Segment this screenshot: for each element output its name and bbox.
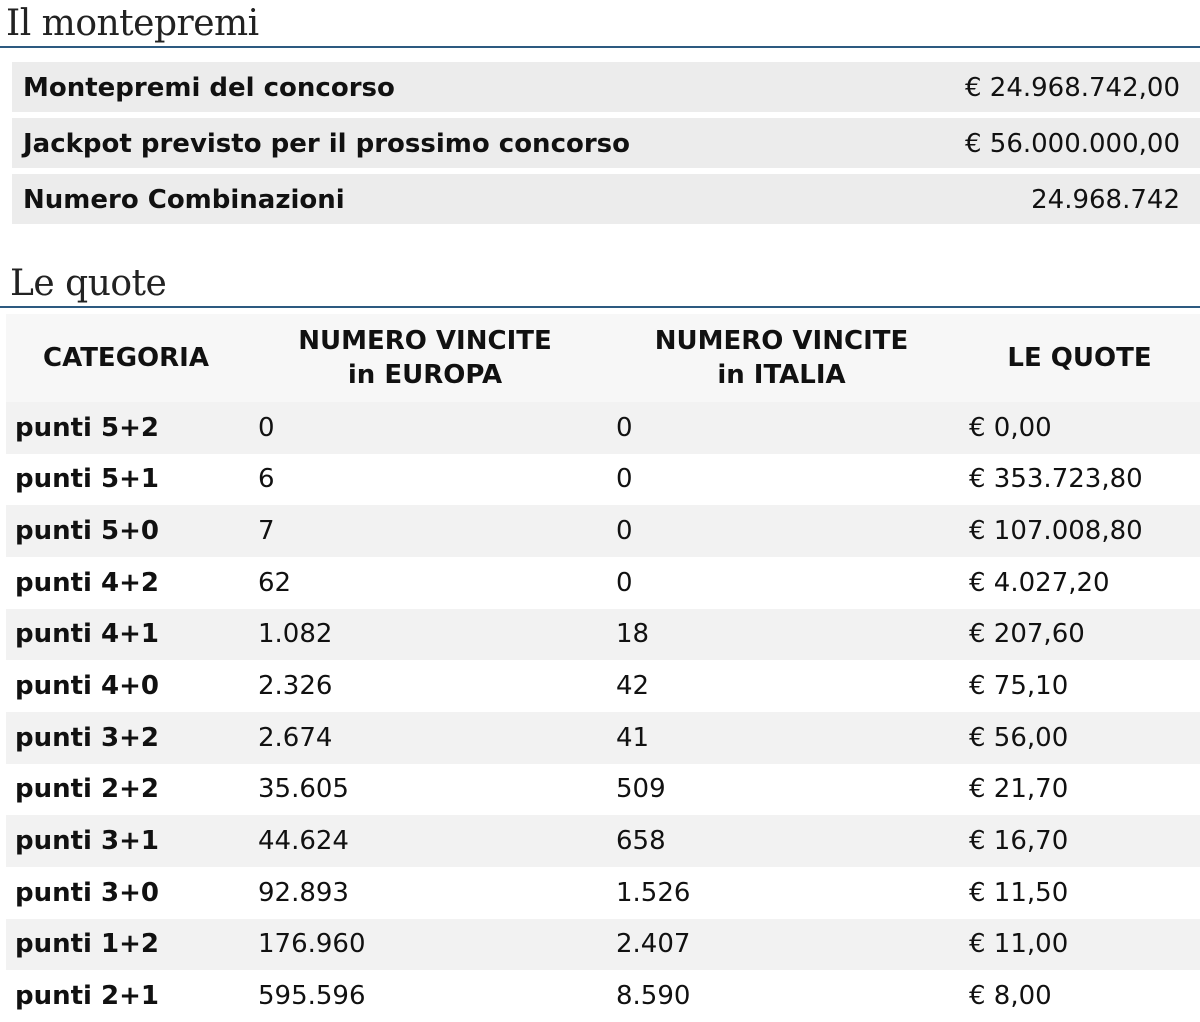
table-row	[6, 454, 1200, 506]
summary-label: Numero Combinazioni	[23, 185, 345, 215]
cell-quota: € 56,00	[969, 722, 1069, 753]
header-italia	[604, 314, 959, 402]
cell-categoria: punti 2+1	[15, 981, 159, 1012]
summary-label: Jackpot previsto per il prossimo concorso	[23, 129, 631, 159]
summary-row-jackpot	[12, 118, 1200, 168]
cell-vincite-europa: 35.605	[258, 774, 349, 805]
summary-row-combinazioni	[12, 174, 1200, 224]
cell-vincite-europa: 6	[258, 464, 275, 495]
cell-categoria: punti 5+1	[15, 464, 159, 495]
cell-vincite-europa: 2.674	[258, 722, 333, 753]
cell-vincite-italia: 509	[616, 774, 666, 805]
cell-vincite-europa: 176.960	[258, 929, 366, 960]
cell-categoria: punti 5+0	[15, 516, 159, 547]
cell-categoria: punti 3+0	[15, 877, 159, 908]
header-quote	[959, 314, 1200, 402]
cell-quota: € 207,60	[969, 619, 1085, 650]
quote-table	[6, 314, 1200, 1022]
summary-value: € 24.968.742,00	[964, 73, 1180, 103]
cell-quota: € 0,00	[969, 412, 1052, 443]
quote-section-title	[0, 262, 1200, 308]
cell-vincite-europa: 0	[258, 412, 275, 443]
cell-vincite-italia: 42	[616, 671, 650, 702]
table-row	[6, 815, 1200, 867]
cell-vincite-europa: 44.624	[258, 826, 349, 857]
cell-vincite-italia: 0	[616, 412, 633, 443]
cell-vincite-italia: 41	[616, 722, 650, 753]
cell-categoria: punti 4+0	[15, 671, 159, 702]
cell-vincite-europa: 595.596	[258, 981, 366, 1012]
summary-value: € 56.000.000,00	[964, 129, 1180, 159]
header-quote-text: LE QUOTE	[1007, 343, 1152, 373]
cell-vincite-europa: 7	[258, 516, 275, 547]
summary-value: 24.968.742	[1031, 185, 1180, 215]
cell-categoria: punti 3+1	[15, 826, 159, 857]
table-row	[6, 919, 1200, 971]
cell-quota: € 353.723,80	[969, 464, 1143, 495]
quote-table-body	[6, 402, 1200, 1022]
cell-quota: € 4.027,20	[969, 567, 1110, 598]
montepremi-title-text: Il montepremi	[6, 3, 259, 44]
table-row	[6, 970, 1200, 1022]
cell-vincite-italia: 1.526	[616, 877, 691, 908]
header-italia-line1: NUMERO VINCITE	[654, 326, 909, 356]
cell-vincite-europa: 1.082	[258, 619, 333, 650]
header-europa-line1: NUMERO VINCITE	[298, 326, 552, 356]
summary-label: Montepremi del concorso	[23, 73, 395, 103]
header-europa	[246, 314, 604, 402]
cell-quota: € 75,10	[969, 671, 1069, 702]
table-row	[6, 557, 1200, 609]
cell-vincite-italia: 8.590	[616, 981, 691, 1012]
cell-vincite-europa: 2.326	[258, 671, 333, 702]
cell-categoria: punti 3+2	[15, 722, 159, 753]
cell-vincite-italia: 18	[616, 619, 650, 650]
quote-table-header	[6, 314, 1200, 402]
header-italia-line2: in ITALIA	[717, 360, 846, 390]
montepremi-summary	[12, 62, 1200, 230]
header-categoria	[6, 314, 246, 402]
cell-quota: € 16,70	[969, 826, 1069, 857]
cell-vincite-europa: 92.893	[258, 877, 349, 908]
cell-categoria: punti 2+2	[15, 774, 159, 805]
cell-quota: € 8,00	[969, 981, 1052, 1012]
cell-vincite-italia: 658	[616, 826, 666, 857]
table-row	[6, 764, 1200, 816]
table-row	[6, 505, 1200, 557]
table-row	[6, 609, 1200, 661]
table-row	[6, 712, 1200, 764]
summary-row-montepremi	[12, 62, 1200, 112]
header-categoria-text: CATEGORIA	[43, 343, 209, 373]
header-europa-line2: in EUROPA	[347, 360, 503, 390]
cell-quota: € 107.008,80	[969, 516, 1143, 547]
cell-vincite-europa: 62	[258, 567, 292, 598]
montepremi-section-title	[0, 2, 1200, 48]
cell-vincite-italia: 0	[616, 464, 633, 495]
table-row	[6, 402, 1200, 454]
table-row	[6, 867, 1200, 919]
cell-vincite-italia: 2.407	[616, 929, 691, 960]
cell-categoria: punti 4+2	[15, 567, 159, 598]
cell-categoria: punti 1+2	[15, 929, 159, 960]
table-row	[6, 660, 1200, 712]
quote-title-text: Le quote	[10, 263, 167, 304]
cell-vincite-italia: 0	[616, 567, 633, 598]
cell-categoria: punti 5+2	[15, 412, 159, 443]
cell-quota: € 11,00	[969, 929, 1069, 960]
cell-quota: € 11,50	[969, 877, 1069, 908]
cell-vincite-italia: 0	[616, 516, 633, 547]
cell-categoria: punti 4+1	[15, 619, 159, 650]
cell-quota: € 21,70	[969, 774, 1069, 805]
